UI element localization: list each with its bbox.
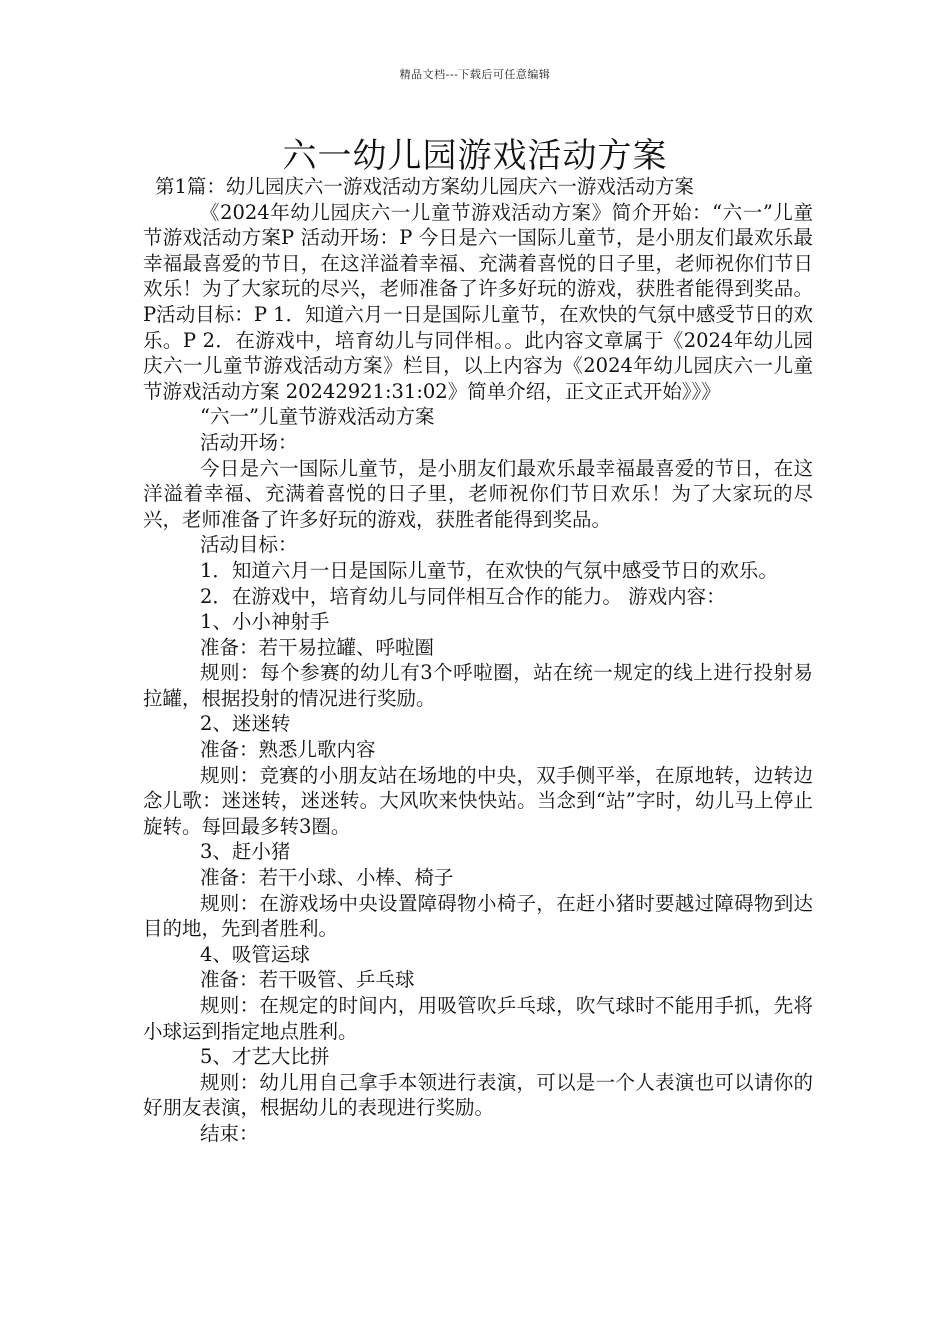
game-rule-4: 规则：在规定的时间内，用吸管吹乒乓球，吹气球时不能用手抓，先将小球运到指定地点胜利。	[143, 994, 813, 1043]
goal-item-1: 1．知道六月一日是国际儿童节，在欢快的气氛中感受节日的欢乐。	[200, 558, 778, 582]
goals-label: 活动目标：	[200, 533, 298, 557]
game-title-2: 2、迷迷转	[200, 712, 291, 736]
opening-paragraph: 今日是六一国际儿童节，是小朋友们最欢乐最幸福最喜爱的节日，在这洋溢着幸福、充满着喜悦的日子里，老师祝你们节日欢乐！为了大家玩的尽兴，老师准备了许多好玩的游戏，获胜者能得到奖品。	[143, 456, 813, 531]
document-title: 六一幼儿园游戏活动方案	[282, 136, 668, 176]
game-rule-3: 规则：在游戏场中央设置障碍物小椅子，在赶小猪时要越过障碍物到达目的地，先到者胜利。	[143, 891, 813, 941]
game-prep-2: 准备：熟悉儿歌内容	[200, 738, 376, 762]
header-note: 精品文档---下载后可任意编辑	[399, 68, 551, 81]
game-title-1: 1、小小神射手	[200, 610, 330, 634]
game-prep-4: 准备：若干吸管、乒乓球	[200, 968, 415, 992]
intro-paragraph: 《2024年幼儿园庆六一儿童节游戏活动方案》简介开始：“六一”儿童节游戏活动方案P 活动开场：P 今日是六一国际儿童节，是小朋友们最欢乐最幸福最喜爱的节日，在这洋溢着幸福、充满着喜悦的日子里，老师祝你们节日欢乐！为了大家玩的尽兴，老师准备了许多好玩的游戏，获胜者能得到奖品。P活动目标：P 1．知道六月一日是国际儿童节，在欢快的气氛中感受节日的欢乐。P 2．在游戏中，培育幼儿与同伴相。。此内容文章属于《2024年幼儿园庆六一儿童节游戏活动方案》栏目，以上内容为《2024年幼儿园庆六一儿童节游戏活动方案 20242921:31:02》简单介绍，正文正式开始》》》	[143, 200, 813, 403]
game-title-5: 5、才艺大比拼	[200, 1045, 330, 1069]
opening-label: 活动开场：	[200, 430, 298, 454]
game-prep-3: 准备：若干小球、小棒、椅子	[200, 866, 454, 890]
ending-label: 结束：	[200, 1121, 259, 1145]
game-rule-2: 规则：竞赛的小朋友站在场地的中央，双手侧平举，在原地转，边转边念儿歌：迷迷转，迷迷转。大风吹来快快站。当念到“站”字时，幼儿马上停止旋转。每回最多转3圈。	[143, 763, 813, 838]
goal-item-2: 2．在游戏中，培育幼儿与同伴相互合作的能力。 游戏内容：	[200, 584, 726, 608]
game-prep-1: 准备：若干易拉罐、呼啦圈	[200, 635, 435, 659]
section-heading: 第1篇：幼儿园庆六一游戏活动方案幼儿园庆六一游戏活动方案	[155, 175, 694, 198]
plan-title: “六一”儿童节游戏活动方案	[200, 405, 435, 429]
game-rule-5: 规则：幼儿用自己拿手本领进行表演，可以是一个人表演也可以请你的好朋友表演，根据幼儿的表现进行奖励。	[143, 1070, 813, 1120]
document-body	[143, 174, 813, 1147]
game-title-4: 4、吸管运球	[200, 942, 310, 966]
game-title-3: 3、赶小猪	[200, 840, 291, 864]
game-rule-1: 规则：每个参赛的幼儿有3个呼啦圈，站在统一规定的线上进行投射易拉罐，根据投射的情况进行奖励。	[143, 661, 813, 710]
